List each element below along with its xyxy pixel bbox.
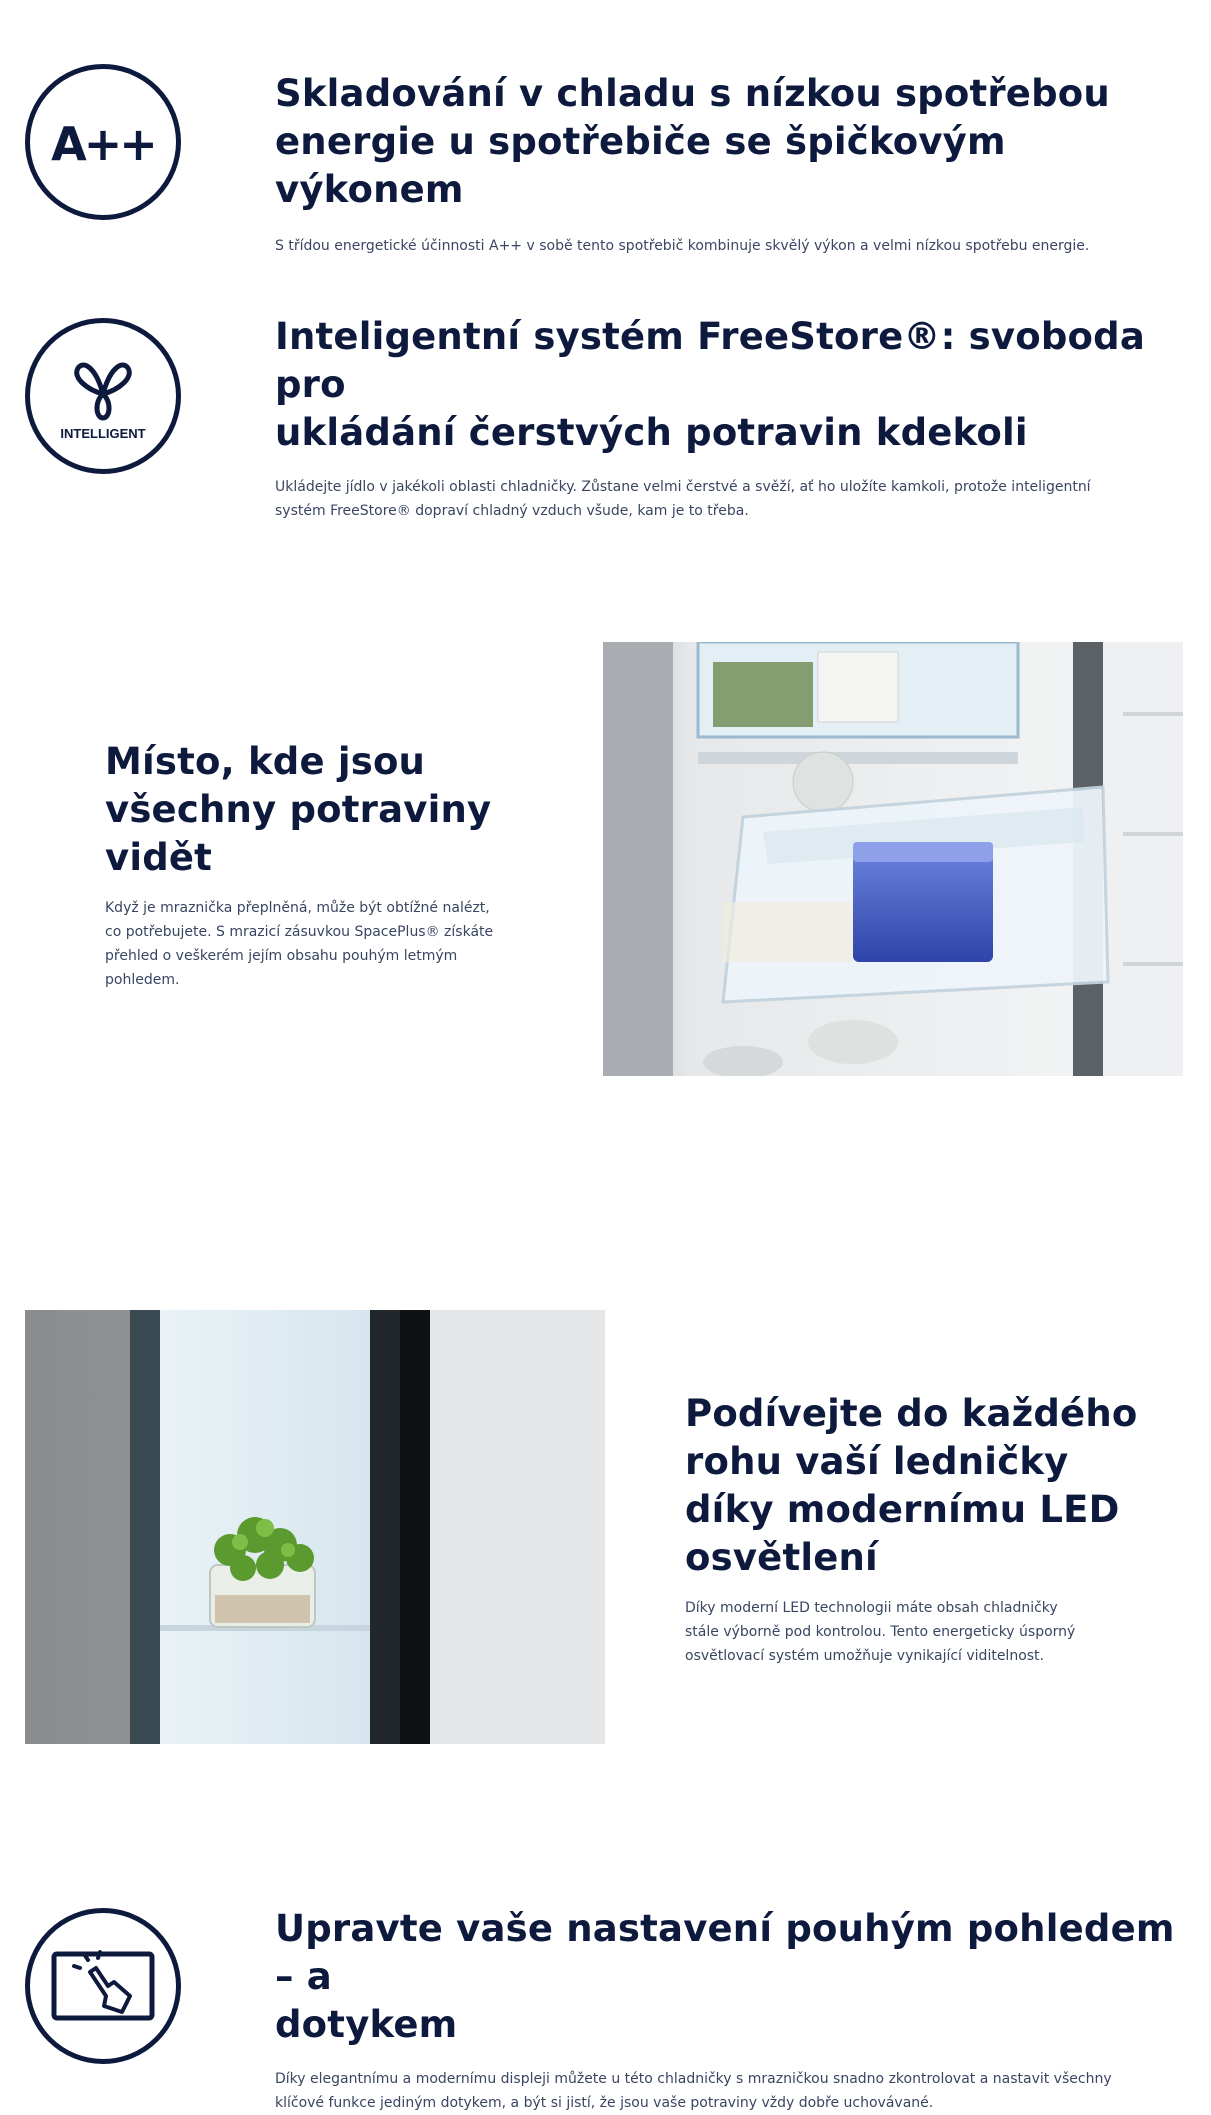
led-description: Díky moderní LED technologii máte obsah chladničky stále výborně pod kontrolou. Tento energeticky úsporný osvětlovací systém umožňuje vynikající viditelnost. <box>685 1600 1076 1664</box>
display-section <box>275 1905 1185 2115</box>
a-plus-plus-icon-label: A++ <box>51 117 155 171</box>
spaceplus-section <box>105 738 545 992</box>
energy-title: Skladování v chladu s nízkou spotřebou energie u spotřebiče se špičkovým výkonem <box>275 72 1110 211</box>
trefoil-icon <box>66 360 140 422</box>
energy-section <box>275 70 1185 258</box>
freestore-title: Inteligentní systém FreeStore®: svoboda pro ukládání čerstvých potravin kdekoli <box>275 315 1145 454</box>
intelligent-icon <box>25 318 181 474</box>
a-plus-plus-icon <box>25 64 181 220</box>
freezer-drawer-photo <box>603 642 1183 1076</box>
spaceplus-description: Když je mraznička přeplněná, může být obtížné nalézt, co potřebujete. S mrazicí zásuvkou SpacePlus® získáte přehled o veškerém jejím obsahu pouhým letmým pohledem. <box>105 900 494 988</box>
touch-display-icon <box>25 1908 181 2064</box>
spaceplus-title: Místo, kde jsou všechny potraviny vidět <box>105 740 492 879</box>
energy-description: S třídou energetické účinnosti A++ v sobě tento spotřebič kombinuje skvělý výkon a velmi nízkou spotřebu energie. <box>275 238 1090 254</box>
freestore-section <box>275 313 1185 523</box>
led-section <box>685 1390 1165 1668</box>
led-light-fridge-photo <box>25 1310 605 1744</box>
intelligent-icon-label: INTELLIGENT <box>60 425 146 441</box>
freestore-description: Ukládejte jídlo v jakékoli oblasti chladničky. Zůstane velmi čerstvé a svěží, ať ho uložíte kamkoli, protože inteligentní systém FreeStore® dopraví chladný vzduch všude, kam je to třeba. <box>275 479 1091 519</box>
touch-screen-icon <box>48 1946 158 2026</box>
display-description: Díky elegantnímu a modernímu displeji můžete u této chladničky s mrazničkou snadno zkontrolovat a nastavit všechny klíčové funkce jediným dotykem, a být si jistí, že jsou vaše potraviny vždy dobře uchovávané. <box>275 2071 1112 2111</box>
led-title: Podívejte do každého rohu vaší ledničky díky modernímu LED osvětlení <box>685 1392 1138 1579</box>
display-title: Upravte vaše nastavení pouhým pohledem – a dotykem <box>275 1907 1175 2046</box>
